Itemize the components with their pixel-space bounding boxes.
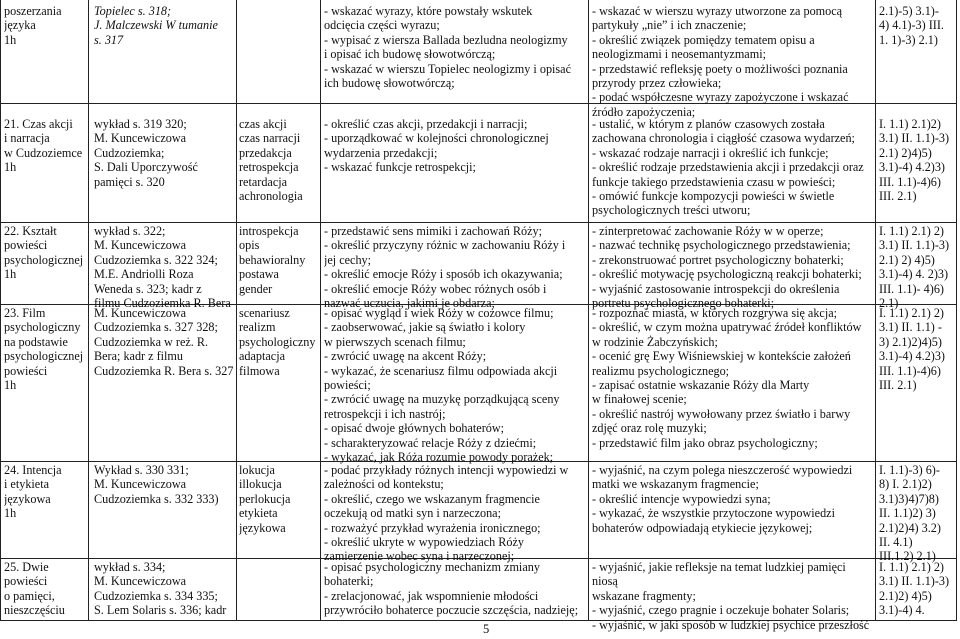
extended-requirements-cell: - zinterpretować zachowanie Róży w w operze; - nazwać technikę psychologicznego przedstawienia; - zrekonstruować portret psychologiczny bohaterki; - określić motywację psychologiczną reakcji bohaterki; - wyjaśnić zastosowanie introspekcji do określenia portretu psychologicznego bohaterki;: [592, 224, 862, 311]
topic-cell: 22. Kształt powieści psychologicznej 1h: [4, 224, 84, 282]
curriculum-refs-cell: 2.1)-5) 3.1)- 4) 4.1)-3) III. 1. 1)-3) 2.1): [879, 4, 944, 47]
extended-requirements-cell: - wyjaśnić, na czym polega nieszczerość wypowiedzi matki we wskazanym fragmencie; - określić intencje wypowiedzi syna; - wykazać, że wszystkie przytoczone wypowiedzi bohaterów odpowiadają etykiecie językowej;: [592, 463, 853, 535]
extended-requirements-cell: - rozpoznać miasta, w których rozgrywa się akcja; - określić, w czym można upatrywać źródeł konfliktów w rodzinie Żabczyńskich; - ocenić grę Ewy Wiśniewskiej w kontekście założeń realizmu psychologicznego; - zapisać ostatnie wskazanie Róży dla Marty w finałowej scenie; - określić nastrój wywołowany przez światło i barwy zdjęć oraz rolę muzyki; - przedstawić film jako obraz psychologiczny;: [592, 306, 862, 450]
concepts-cell: lokucja illokucja perlokucja etykieta językowa: [239, 463, 291, 535]
requirements-cell: - podać przykłady różnych intencji wypowiedzi w zależności od kontekstu; - określić, czego we wskazanym fragmencie oczekują od matki syn i narzeczona; - rozważyć przykład wyrażenia ironicznego; - określić ukryte w wypowiedziach Róży zamierzenie wobec syna i narzeczonej;: [324, 463, 569, 564]
table-border-left: [0, 0, 1, 620]
requirements-cell: - opisać wygląd i wiek Róży w cożowce filmu; - zaobserwować, jakie są światło i kolory w pierwszych scenach filmu; - zwrócić uwagę na akcent Róży; - wykazać, że scenariusz filmu odpowiada akcji powieści; - zwrócić uwagę na muzykę porządkującą sceny retrospekcji i ich nastrój; - opisać dwoje głównych bohaterów; - scharakteryzować relacje Róży z dziećmi; - wykazać, jak Róża rozumie powody porażek;: [324, 306, 560, 465]
reading-cell: wykład s. 322; M. Kuncewiczowa Cudzoziemka s. 322 324; M.E. Andriolli Roza Weneda s. 323; kadr z filmu Cudzoziemka R. Bera: [94, 224, 231, 311]
column-divider: [320, 0, 321, 620]
reading-cell: M. Kuncewiczowa Cudzoziemka s. 327 328; Cudzoziemka w reż. R. Bera; kadr z filmu Cudzoziemka R. Bera s. 327: [94, 306, 234, 378]
reading-cell: Topielec s. 318; J. Malczewski W tumanie s. 317: [94, 4, 218, 47]
row-divider: [0, 222, 957, 223]
topic-cell: 21. Czas akcji i narracja w Cudzoziemce 1h: [4, 117, 83, 175]
column-divider: [875, 0, 876, 620]
curriculum-refs-cell: I. 1.1) 2.1) 2) 3.1) II. 1.1)-3) 2.1) 2) 4)5) 3.1)-4) 4. 2)3) III. 1.1)- 4)6) 2.1): [879, 224, 950, 311]
concepts-cell: czas akcji czas narracji przedakcja retrospekcja retardacja achronologia: [239, 117, 303, 204]
topic-cell: poszerzania języka 1h: [4, 4, 62, 47]
curriculum-refs-cell: I. 1.1)-3) 6)- 8) I. 2.1)2) 3.1)3)4)7)8) II. 1.1)2) 3) 2.1)2)4) 3.2) II. 4.1) III.1.2) 2.1): [879, 463, 941, 564]
topic-cell: 24. Intencja i etykieta językowa 1h: [4, 463, 62, 521]
topic-cell: 25. Dwie powieści o pamięci, nieszczęściu: [4, 560, 65, 618]
column-divider: [588, 0, 589, 620]
extended-requirements-cell: - wskazać w wierszu wyrazy utworzone za pomocą partykuły „nie” i ich znaczenie; - określić związek pomiędzy tematem opisu a neologizmami i neosemantyzmami; - przedstawić refleksję poety o możliwości poznania przyrody przez człowieka; - podać współczesne wyrazy zapożyczone i wskazać źródło zapożyczenia;: [592, 4, 849, 119]
requirements-cell: - określić czas akcji, przedakcji i narracji; - uporządkować w kolejności chronologicznej wydarzenia przedakcji; - wskazać funkcje retrospekcji;: [324, 117, 549, 175]
table-border-right: [956, 0, 957, 620]
curriculum-refs-cell: I. 1.1) 2.1)2) 3.1) II. 1.1)-3) 2.1) 2)4)5) 3.1)-4) 4.2)3) III. 1.1)-4)6) III. 2.1): [879, 117, 950, 204]
requirements-cell: - przedstawić sens mimiki i zachowań Róży; - określić przyczyny różnic w zachowaniu Róży i jej cechy; - określić emocje Róży i sposób ich okazywania; - określić emocje Róży wobec różnych osób i nazwać uczucia, jakimi je obdarza;: [324, 224, 566, 311]
extended-requirements-cell: - ustalić, w którym z planów czasowych została zachowana chronologia i ciągłość czasowa wydarzeń; - wskazać rodzaje narracji i określić ich funkcje; - określić rodzaje przedstawienia akcji i przedakcji oraz funkcje takiego przedstawienia czasu w powieści; - omówić funkcje kompozycji powieści w świetle psychologicznych treści utworu;: [592, 117, 864, 218]
column-divider: [236, 0, 237, 620]
requirements-cell: - opisać psychologiczny mechanizm zmiany bohaterki; - zrelacjonować, jak wspomnienie młodości przywróciło bohaterce poczucie szczęścia, nadzieję;: [324, 560, 579, 618]
curriculum-refs-cell: I. 1.1) 2.1) 2) 3.1) II. 1.1)-3) 2.1)2) 4)5) 3.1)-4) 4.: [879, 560, 950, 618]
page-number: 5: [483, 622, 490, 636]
curriculum-refs-cell: I. 1.1) 2.1) 2) 3.1) II. 1.1) - 3) 2.1)2)4)5) 3.1)-4) 4.2)3) III. 1.1)-4)6) III. 2.1): [879, 306, 945, 393]
concepts-cell: scenariusz realizm psychologiczny adaptacja filmowa: [239, 306, 316, 378]
topic-cell: 23. Film psychologiczny na podstawie psychologicznej powieści 1h: [4, 306, 84, 393]
reading-cell: wykład s. 319 320; M. Kuncewiczowa Cudzoziemka; S. Dali Uporczywość pamięci s. 320: [94, 117, 198, 189]
requirements-cell: - wskazać wyrazy, które powstały wskutek odcięcia części wyrazu; - wypisać z wiersza Ballada bezludna neologizmy i opisać ich budowę słowotwórczą; - wskazać w wierszu Topielec neologizmy i opisać ich budowę słowotwórczą;: [324, 4, 571, 91]
concepts-cell: introspekcja opis behawioralny postawa gender: [239, 224, 306, 296]
column-divider: [88, 0, 89, 620]
reading-cell: Wykład s. 330 331; M. Kuncewiczowa Cudzoziemka s. 332 333): [94, 463, 219, 506]
extended-requirements-cell: - wyjaśnić, jakie refleksje na temat ludzkiej pamięci niosą wskazane fragmenty; - wyjaśnić, czego pragnie i oczekuje bohater Solaris; - wyjaśnić, w jaki sposób w ludzkiej psychice przeszłość: [592, 560, 870, 632]
reading-cell: wykład s. 334; M. Kuncewiczowa Cudzoziemka s. 334 335; S. Lem Solaris s. 336; kadr: [94, 560, 227, 618]
